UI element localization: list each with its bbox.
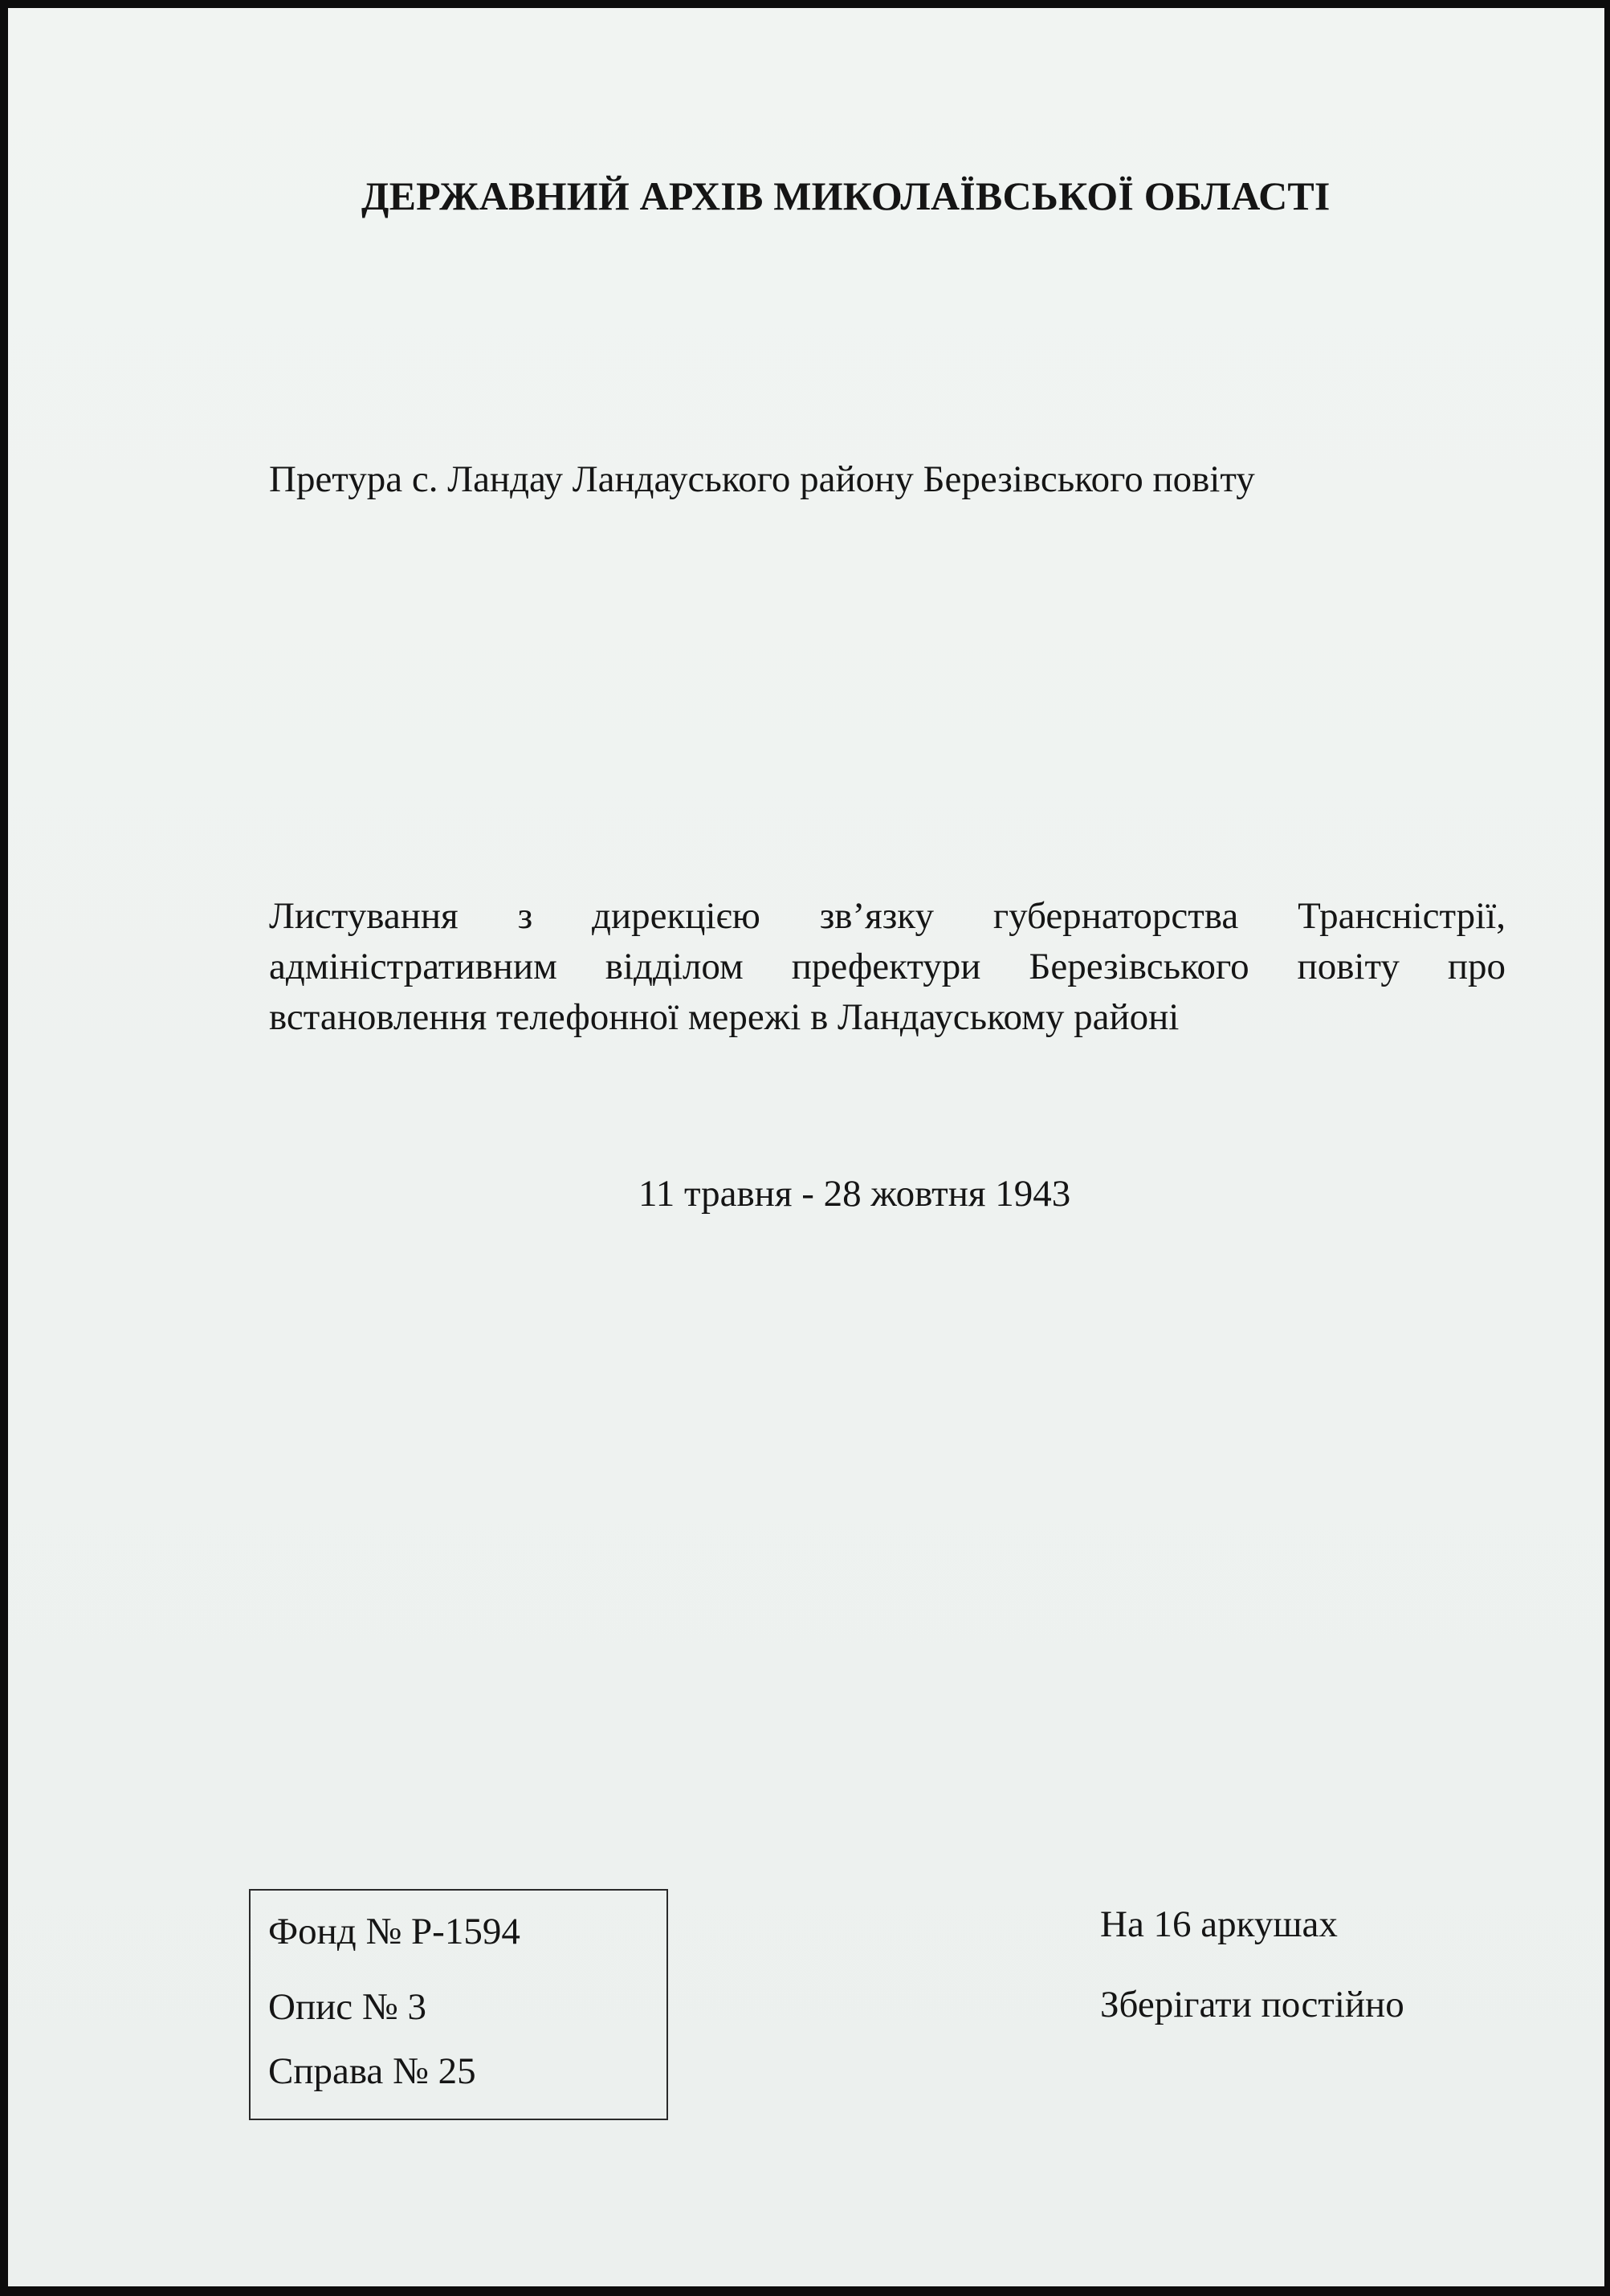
retention-note: Зберігати постійно (1100, 1984, 1404, 2025)
document-sheet (8, 8, 1604, 2286)
sprava-number: Справа № 25 (268, 2050, 476, 2092)
date-range: 11 травня - 28 жовтня 1943 (638, 1173, 1071, 1215)
archive-reference-box (249, 1889, 668, 2120)
archive-name-heading: ДЕРЖАВНИЙ АРХІВ МИКОЛАЇВСЬКОЇ ОБЛАСТІ (361, 173, 1331, 218)
fond-number: Фонд № Р-1594 (268, 1911, 520, 1952)
case-title: Листування з дирекцією зв’язку губернаторства Трансністрії, адміністративним відділом префектури Березівського повіту про встановлення телефонної мережі в Ландауському районі (269, 895, 1506, 1038)
sheet-count: На 16 аркушах (1100, 1903, 1338, 1945)
opys-number: Опис № 3 (268, 1986, 426, 2028)
institution-name: Претура с. Ландау Ландауського району Березівського повіту (269, 458, 1255, 500)
